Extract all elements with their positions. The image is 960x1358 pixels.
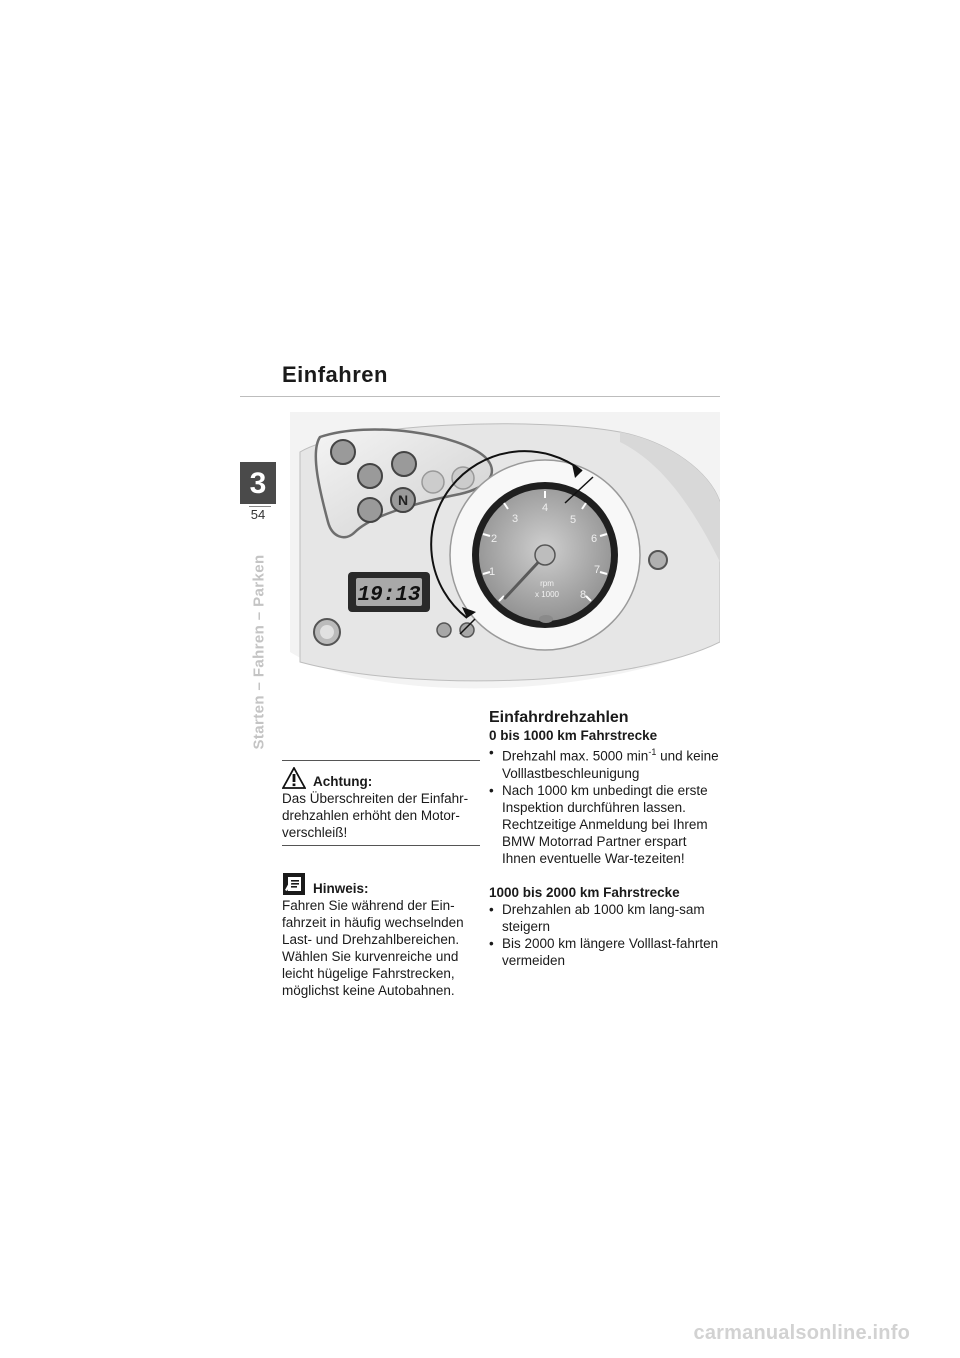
- caution-top-rule: [282, 760, 480, 761]
- instrument-cluster-illustration: [290, 412, 720, 702]
- notes-column: [282, 760, 480, 999]
- part1-list: [489, 744, 720, 867]
- part2-heading: 1000 bis 2000 km Fahrstrecke: [489, 884, 680, 900]
- clock-display: 19:13: [357, 584, 421, 607]
- hint-note-icon: [282, 872, 306, 896]
- list-item: • Bis 2000 km längere Volllast-fahrten vermeiden: [489, 935, 720, 969]
- hint-text: Fahren Sie während der Ein-fahrzeit in häufig wechselnden Last- und Drehzahlbereichen. Wählen Sie kurvenreiche und leicht hügelige Fahrstrecken, möglichst keine Autobahnen.: [282, 898, 464, 998]
- tach-number: 5: [569, 514, 577, 526]
- tach-unit: rpm: [540, 579, 554, 588]
- list-item: • Drehzahlen ab 1000 km lang-sam steigern: [489, 901, 720, 935]
- chapter-side-label: Starten – Fahren – Parken: [250, 554, 268, 750]
- list-item: • Nach 1000 km unbedingt die erste Inspektion durchführen lassen. Rechtzeitige Anmeldung bei Ihrem BMW Motorrad Partner erspart Ihnen eventuelle War-tezeiten!: [489, 782, 720, 867]
- hint-header: [282, 872, 480, 896]
- part1-heading: 0 bis 1000 km Fahrstrecke: [489, 728, 658, 743]
- title-divider: [240, 396, 720, 397]
- tach-number: 4: [541, 502, 549, 514]
- page-title: Einfahren: [282, 362, 388, 387]
- tach-number: 1: [488, 566, 496, 578]
- break-in-section: [489, 708, 720, 969]
- tach-multiplier: x 1000: [534, 590, 560, 599]
- warning-triangle-icon: [282, 767, 306, 789]
- section-heading: Einfahrdrehzahlen: [489, 709, 629, 726]
- watermark: carmanualsonline.info: [693, 1322, 910, 1344]
- caution-header: [282, 767, 480, 789]
- tach-number: 7: [593, 564, 601, 576]
- hint-label: Hinweis:: [313, 881, 369, 896]
- tach-number: 8: [579, 589, 587, 601]
- page-number: 54: [250, 507, 266, 522]
- tach-number: 2: [490, 533, 498, 545]
- caution-label: Achtung:: [313, 774, 373, 789]
- tach-number: 3: [511, 513, 519, 525]
- caution-text: Das Überschreiten der Einfahr-drehzahlen erhöht den Motor-verschleiß!: [282, 791, 469, 840]
- part2-list: [489, 901, 720, 969]
- tach-number: 6: [590, 533, 598, 545]
- svg-text:N: N: [397, 492, 409, 508]
- chapter-number: 3: [240, 462, 276, 504]
- list-item: • Drehzahl max. 5000 $\min^{-1}$ und keine Volllastbeschleunigung: [489, 744, 720, 782]
